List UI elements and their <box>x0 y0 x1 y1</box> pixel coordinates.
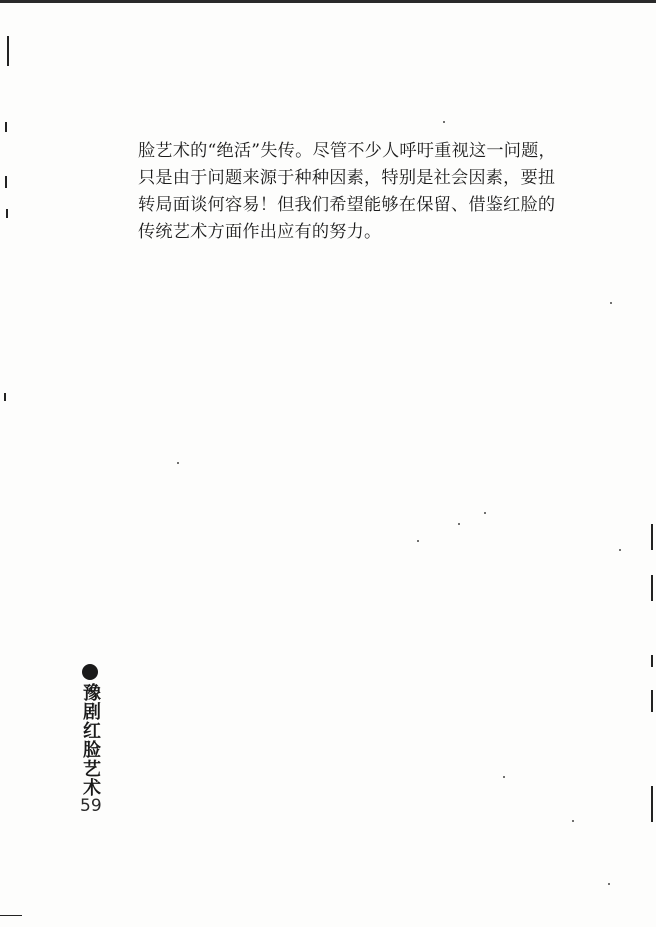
running-title-text: 豫剧红脸艺术 <box>80 683 101 797</box>
scan-mark-right-5 <box>651 786 653 822</box>
speck <box>443 121 445 123</box>
running-title <box>79 664 101 797</box>
speck <box>572 820 574 822</box>
scan-mark-right-2 <box>651 575 653 601</box>
scan-mark-left-5 <box>4 393 6 401</box>
speck <box>177 462 179 464</box>
scan-mark-right-3 <box>651 655 653 667</box>
body-line: 脸艺术的“绝活”失传。尽管不少人呼吁重视这一问题， <box>138 141 556 161</box>
speck <box>610 302 612 304</box>
speck <box>619 549 621 551</box>
body-line: 只是由于问题来源于种种因素，特别是社会因素，要扭 <box>138 168 556 188</box>
scan-mark-right-4 <box>651 690 653 712</box>
scan-mark-left-4 <box>6 209 8 218</box>
scan-mark-left-2 <box>5 122 7 132</box>
bullet-dot-icon <box>82 664 98 680</box>
speck <box>417 540 419 542</box>
body-paragraph <box>138 138 578 246</box>
scan-mark-left-3 <box>5 176 7 188</box>
body-line: 传统艺术方面作出应有的努力。 <box>138 222 382 242</box>
speck <box>458 523 460 525</box>
scan-top-edge <box>0 0 656 3</box>
scan-mark-left-1 <box>7 36 9 66</box>
speck <box>484 512 486 514</box>
body-line: 转局面谈何容易！但我们希望能够在保留、借鉴红脸的 <box>138 195 556 215</box>
page-number: 59 <box>80 796 102 816</box>
speck <box>503 776 505 778</box>
scan-mark-right-1 <box>651 524 653 550</box>
scan-mark-bottom-left <box>0 915 22 916</box>
speck <box>608 883 610 885</box>
